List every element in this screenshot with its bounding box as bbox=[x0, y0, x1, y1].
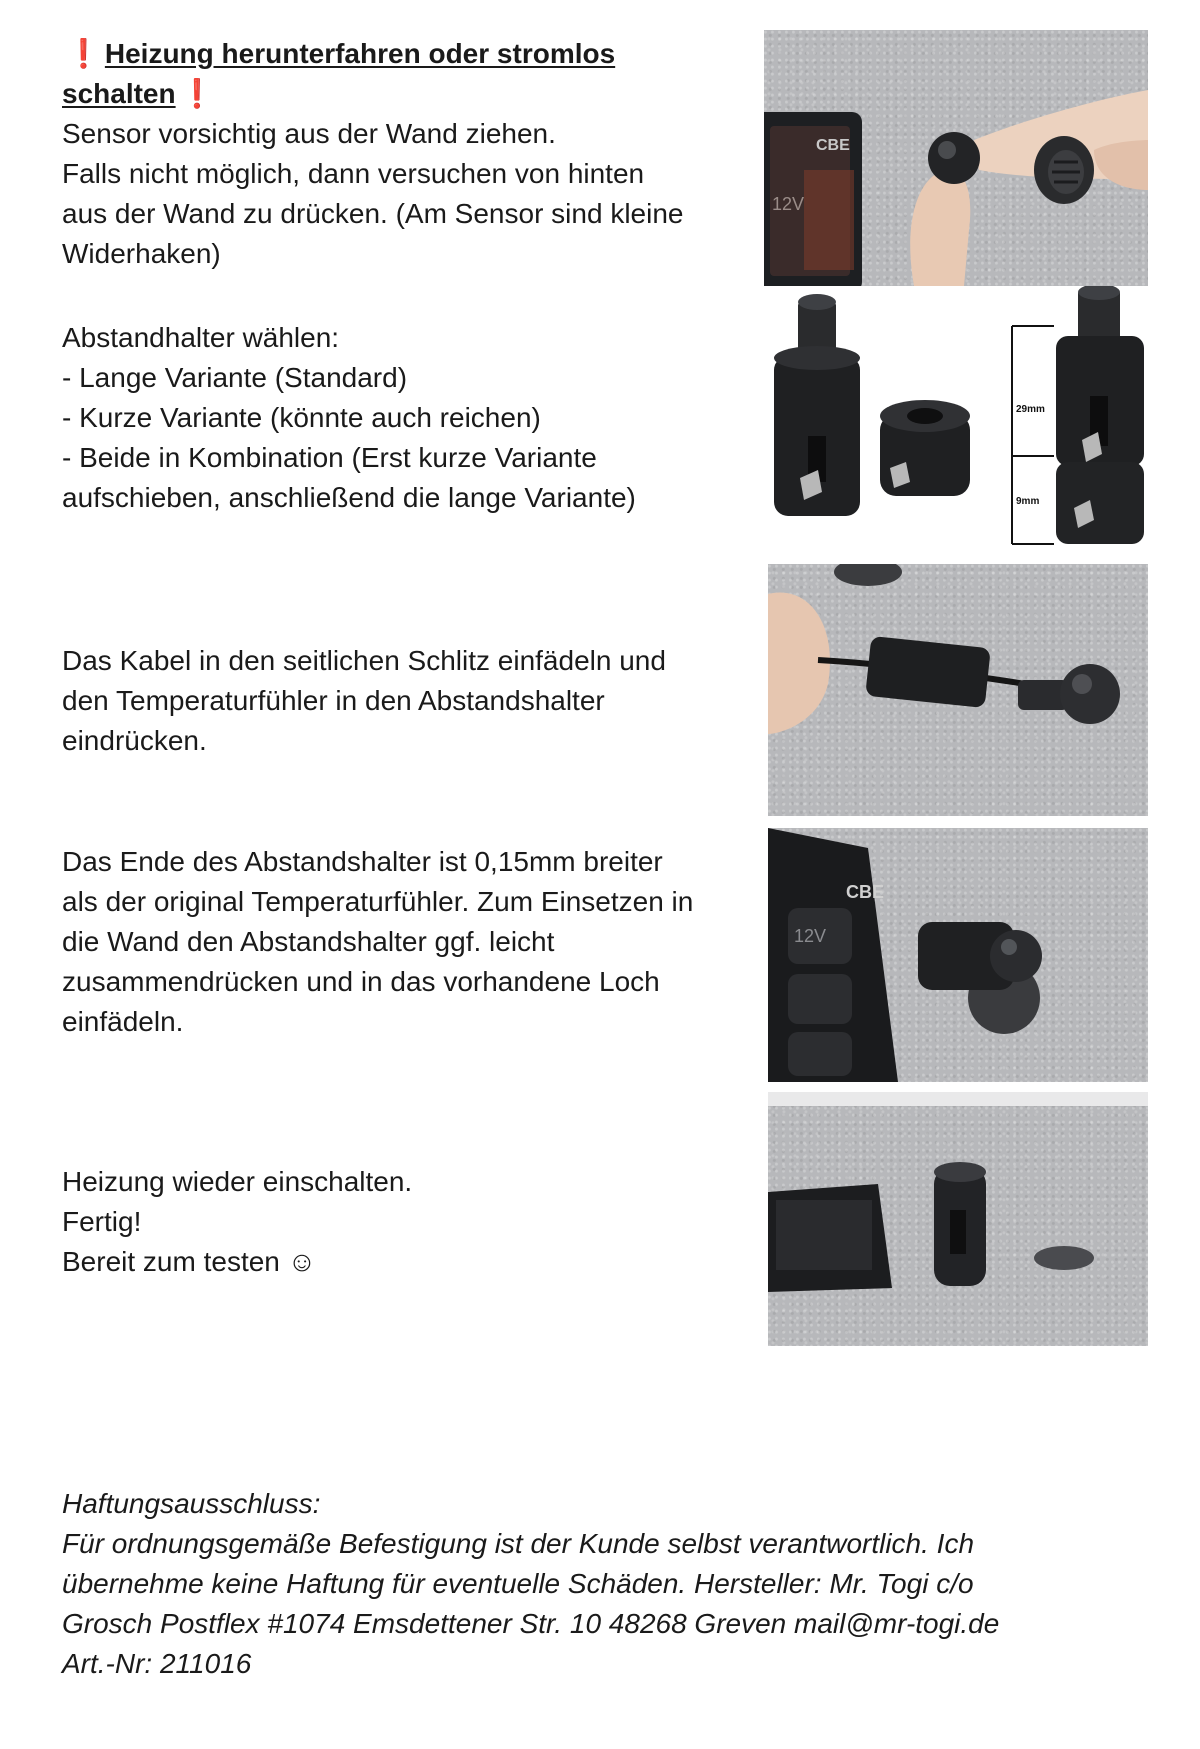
dimension-bars bbox=[1012, 326, 1054, 544]
photo-insert-spacer bbox=[768, 828, 1148, 1082]
sensor-highlight bbox=[1072, 674, 1092, 694]
photo-remove-sensor-illustration bbox=[764, 30, 1148, 286]
step-4-line: als der original Temperaturfühler. Zum Einsetzen in bbox=[62, 886, 694, 917]
step-4-line: die Wand den Abstandshalter ggf. leicht bbox=[62, 926, 555, 957]
step-1-line: aus der Wand zu drücken. (Am Sensor sind kleine bbox=[62, 198, 684, 229]
step-4-line: zusammendrücken und in das vorhandene Loch bbox=[62, 966, 660, 997]
step-3-line: eindrücken. bbox=[62, 725, 207, 756]
step-1-line: Falls nicht möglich, dann versuchen von hinten bbox=[62, 158, 645, 189]
disclaimer-title: Haftungsausschluss: bbox=[62, 1488, 321, 1519]
step-2-text bbox=[62, 318, 636, 518]
sensor-head bbox=[934, 1162, 986, 1182]
step-1-heading-line-2 bbox=[62, 74, 683, 114]
warning-icon: ❗ bbox=[179, 78, 215, 109]
step-4-line: Das Ende des Abstandshalter ist 0,15mm breiter bbox=[62, 846, 663, 877]
sensor-highlight bbox=[1001, 939, 1017, 955]
wall-top-edge bbox=[768, 1092, 1148, 1106]
long-spacer bbox=[774, 294, 860, 516]
step-3-line: den Temperaturfühler in den Abstandshalter bbox=[62, 685, 605, 716]
step-5-line: Fertig! bbox=[62, 1206, 142, 1237]
hand bbox=[768, 592, 830, 734]
step-3-line: Das Kabel in den seitlichen Schlitz einfädeln und bbox=[62, 645, 666, 676]
finished-illustration bbox=[768, 1092, 1148, 1346]
panel-button bbox=[788, 974, 852, 1024]
photo-thread-cable bbox=[768, 564, 1148, 816]
disclaimer-line: übernehme keine Haftung für eventuelle Schäden. Hersteller: Mr. Togi c/o bbox=[62, 1568, 974, 1599]
warning-icon: ❗ bbox=[66, 38, 101, 69]
disclaimer-line: Für ordnungsgemäße Befestigung ist der Kunde selbst verantwortlich. Ich bbox=[62, 1528, 975, 1559]
vent-grommet bbox=[834, 564, 902, 586]
panel-12v-label: 12V bbox=[772, 194, 805, 214]
thumb bbox=[1094, 140, 1148, 190]
cbe-logo: CBE bbox=[846, 882, 885, 902]
step-1-heading: Heizung herunterfahren oder stromlos bbox=[104, 38, 616, 69]
step-5-text bbox=[62, 1162, 412, 1282]
disclaimer bbox=[62, 1484, 999, 1684]
thread-cable-illustration bbox=[768, 564, 1148, 816]
short-spacer bbox=[880, 400, 970, 496]
photo-finished bbox=[768, 1092, 1148, 1346]
photo-spacer-variants bbox=[764, 286, 1148, 548]
step-1-line: Sensor vorsichtig aus der Wand ziehen. bbox=[62, 118, 556, 149]
step-2-line: - Beide in Kombination (Erst kurze Variante bbox=[62, 442, 597, 473]
spacer-on-cable bbox=[865, 636, 991, 708]
control-panel-screen bbox=[776, 1200, 872, 1270]
step-4-line: einfädeln. bbox=[62, 1006, 184, 1037]
step-1-text bbox=[62, 34, 683, 274]
finger-left bbox=[910, 170, 970, 286]
step-1-heading-line-1 bbox=[62, 34, 683, 74]
sensor-highlight bbox=[938, 141, 956, 159]
step-1-heading-cont: schalten bbox=[62, 78, 176, 109]
spacer-variants-illustration bbox=[764, 286, 1148, 548]
combined-spacer bbox=[1056, 286, 1144, 544]
sensor-head bbox=[928, 132, 980, 184]
dimension-short-label: 9mm bbox=[1016, 496, 1040, 507]
step-2-line: - Lange Variante (Standard) bbox=[62, 362, 408, 393]
cbe-logo: CBE bbox=[816, 137, 850, 154]
step-2-line: aufschieben, anschließend die lange Variante) bbox=[62, 482, 636, 513]
step-4-text bbox=[62, 842, 693, 1042]
step-2-line: Abstandhalter wählen: bbox=[62, 322, 340, 353]
spacer-slot bbox=[950, 1210, 966, 1254]
step-5-line: Heizung wieder einschalten. bbox=[62, 1166, 413, 1197]
photo-remove-sensor bbox=[764, 30, 1148, 286]
step-1-line: Widerhaken) bbox=[62, 238, 221, 269]
panel-reflection bbox=[804, 170, 854, 270]
article-number: Art.-Nr: 211016 bbox=[62, 1648, 252, 1679]
panel-12v-label: 12V bbox=[794, 926, 827, 946]
dimension-long-label: 29mm bbox=[1016, 404, 1045, 415]
step-2-line: - Kurze Variante (könnte auch reichen) bbox=[62, 402, 541, 433]
disclaimer-line: Grosch Postflex #1074 Emsdettener Str. 10 48268 Greven mail@mr-togi.de bbox=[62, 1608, 1000, 1639]
vent-grommet bbox=[1034, 1246, 1094, 1270]
insert-spacer-illustration bbox=[768, 828, 1148, 1082]
sensor-head bbox=[990, 930, 1042, 982]
step-3-text bbox=[62, 641, 666, 761]
step-5-line: Bereit zum testen ☺ bbox=[62, 1246, 317, 1277]
panel-button bbox=[788, 1032, 852, 1076]
sensor-head bbox=[1060, 664, 1120, 724]
